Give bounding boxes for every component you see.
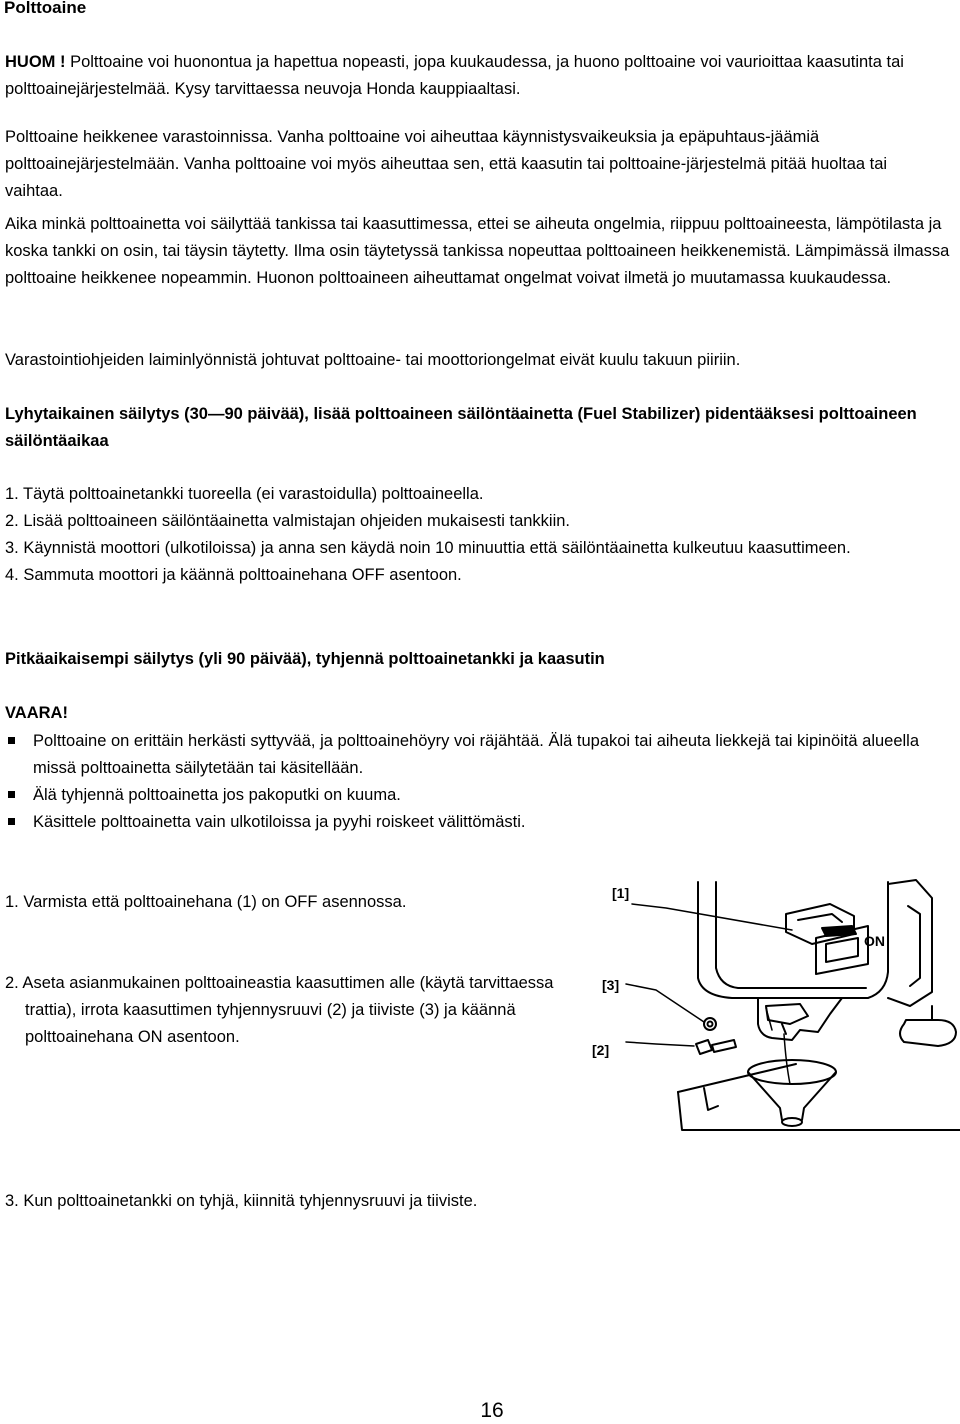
figure-label-3: [3] [602,977,620,993]
bullet-square-icon [8,791,15,798]
short-term-heading: Lyhytaikainen säilytys (30—90 päivää), lisää polttoaineen säilöntäainetta (Fuel Stabilizer) pidentääksesi polttoaineen säilöntäaikaa [5,405,917,450]
warning-item [0,728,960,782]
warning-text: Käsittele polttoainetta vain ulkotiloissa ja pyyhi roiskeet välittömästi. [33,813,526,831]
figure-label-2: [2] [592,1042,610,1058]
warning-text: Polttoaine on erittäin herkästi syttyvää, ja polttoainehöyry voi räjähtää. Älä tupakoi tai aiheuta liekkejä tai kipinöitä alueella missä polttoainetta säilytetään tai käsitellään. [33,732,920,777]
warning-label: VAARA! [5,704,68,722]
warning-list [0,728,960,836]
bullet-square-icon [8,818,15,825]
short-term-steps [5,481,955,589]
notice-text: Polttoaine voi huonontua ja hapettua nopeasti, jopa kuukaudessa, ja huono polttoaine voi vaurioittaa kaasutinta tai polttoainejärjestelmää. Kysy tarvittaessa neuvoja Honda kauppiaaltasi. [5,53,904,98]
drain-step: 3. Kun polttoainetankki on tyhjä, kiinnitä tyhjennysruuvi ja tiiviste. [5,1192,478,1210]
storage-paragraph: Polttoaine heikkenee varastoinnissa. Vanha polttoaine voi aiheuttaa käynnistysvaikeuksia ja epäpuhtaus-jäämiä polttoainejärjestelmään. Vanha polttoaine voi myös aiheuttaa sen, että kaasutin tai polttoaine-järjestelmä pitää huoltaa tai vaihtaa. [5,128,888,200]
short-term-step: 4. Sammuta moottori ja käännä polttoainehana OFF asentoon. [5,566,462,584]
short-term-step: 2. Lisää polttoaineen säilöntäainetta valmistajan ohjeiden mukaisesti tankkiin. [5,512,571,530]
warning-text: Älä tyhjennä polttoainetta jos pakoputki on kuuma. [33,786,401,804]
carburetor-drain-illustration [586,874,960,1138]
page-number: 16 [480,1399,504,1422]
notice-paragraph [5,49,950,103]
warning-item [0,782,960,809]
short-term-step: 1. Täytä polttoainetankki tuoreella (ei varastoidulla) polttoaineella. [5,485,484,503]
warranty-paragraph: Varastointiohjeiden laiminlyönnistä johtuvat polttoaine- tai moottoriongelmat eivät kuulu takuun piiriin. [5,351,741,369]
bullet-square-icon [8,737,15,744]
drain-step: 2. Aseta asianmukainen polttoaineastia kaasuttimen alle (käytä tarvittaessa trattia), irrota kaasuttimen tyhjennysruuvi (2) ja tiiviste (3) ja käännä polttoainehana ON asentoon. [5,974,554,1046]
page-title: Polttoaine [4,0,87,17]
figure-label-1: [1] [612,885,630,901]
time-paragraph: Aika minkä polttoainetta voi säilyttää tankissa tai kaasuttimessa, ettei se aiheuta ongelmia, riippuu polttoaineesta, lämpötilasta ja koska tankki on osin, tai täysin täytetty. Ilma osin täytetyssä tankissa nopeuttaa polttoaineen heikkenemistä. Lämpimässä ilmassa polttoaine heikkenee nopeammin. Huonon polttoaineen aiheuttamat ongelmat voivat ilmetä jo muutamassa kuukaudessa. [5,215,950,287]
notice-label: HUOM ! [5,53,66,71]
engine-drawing [626,880,960,1130]
warning-item [0,809,960,836]
short-term-step: 3. Käynnistä moottori (ulkotiloissa) ja anna sen käydä noin 10 minuuttia että säilöntäainetta kulkeutuu kaasuttimeen. [5,539,851,557]
long-term-heading: Pitkäaikaisempi säilytys (yli 90 päivää), tyhjennä polttoainetankki ja kaasutin [5,650,605,668]
figure-label-on: ON [864,933,885,949]
drain-step: 1. Varmista että polttoainehana (1) on OFF asennossa. [5,893,407,911]
